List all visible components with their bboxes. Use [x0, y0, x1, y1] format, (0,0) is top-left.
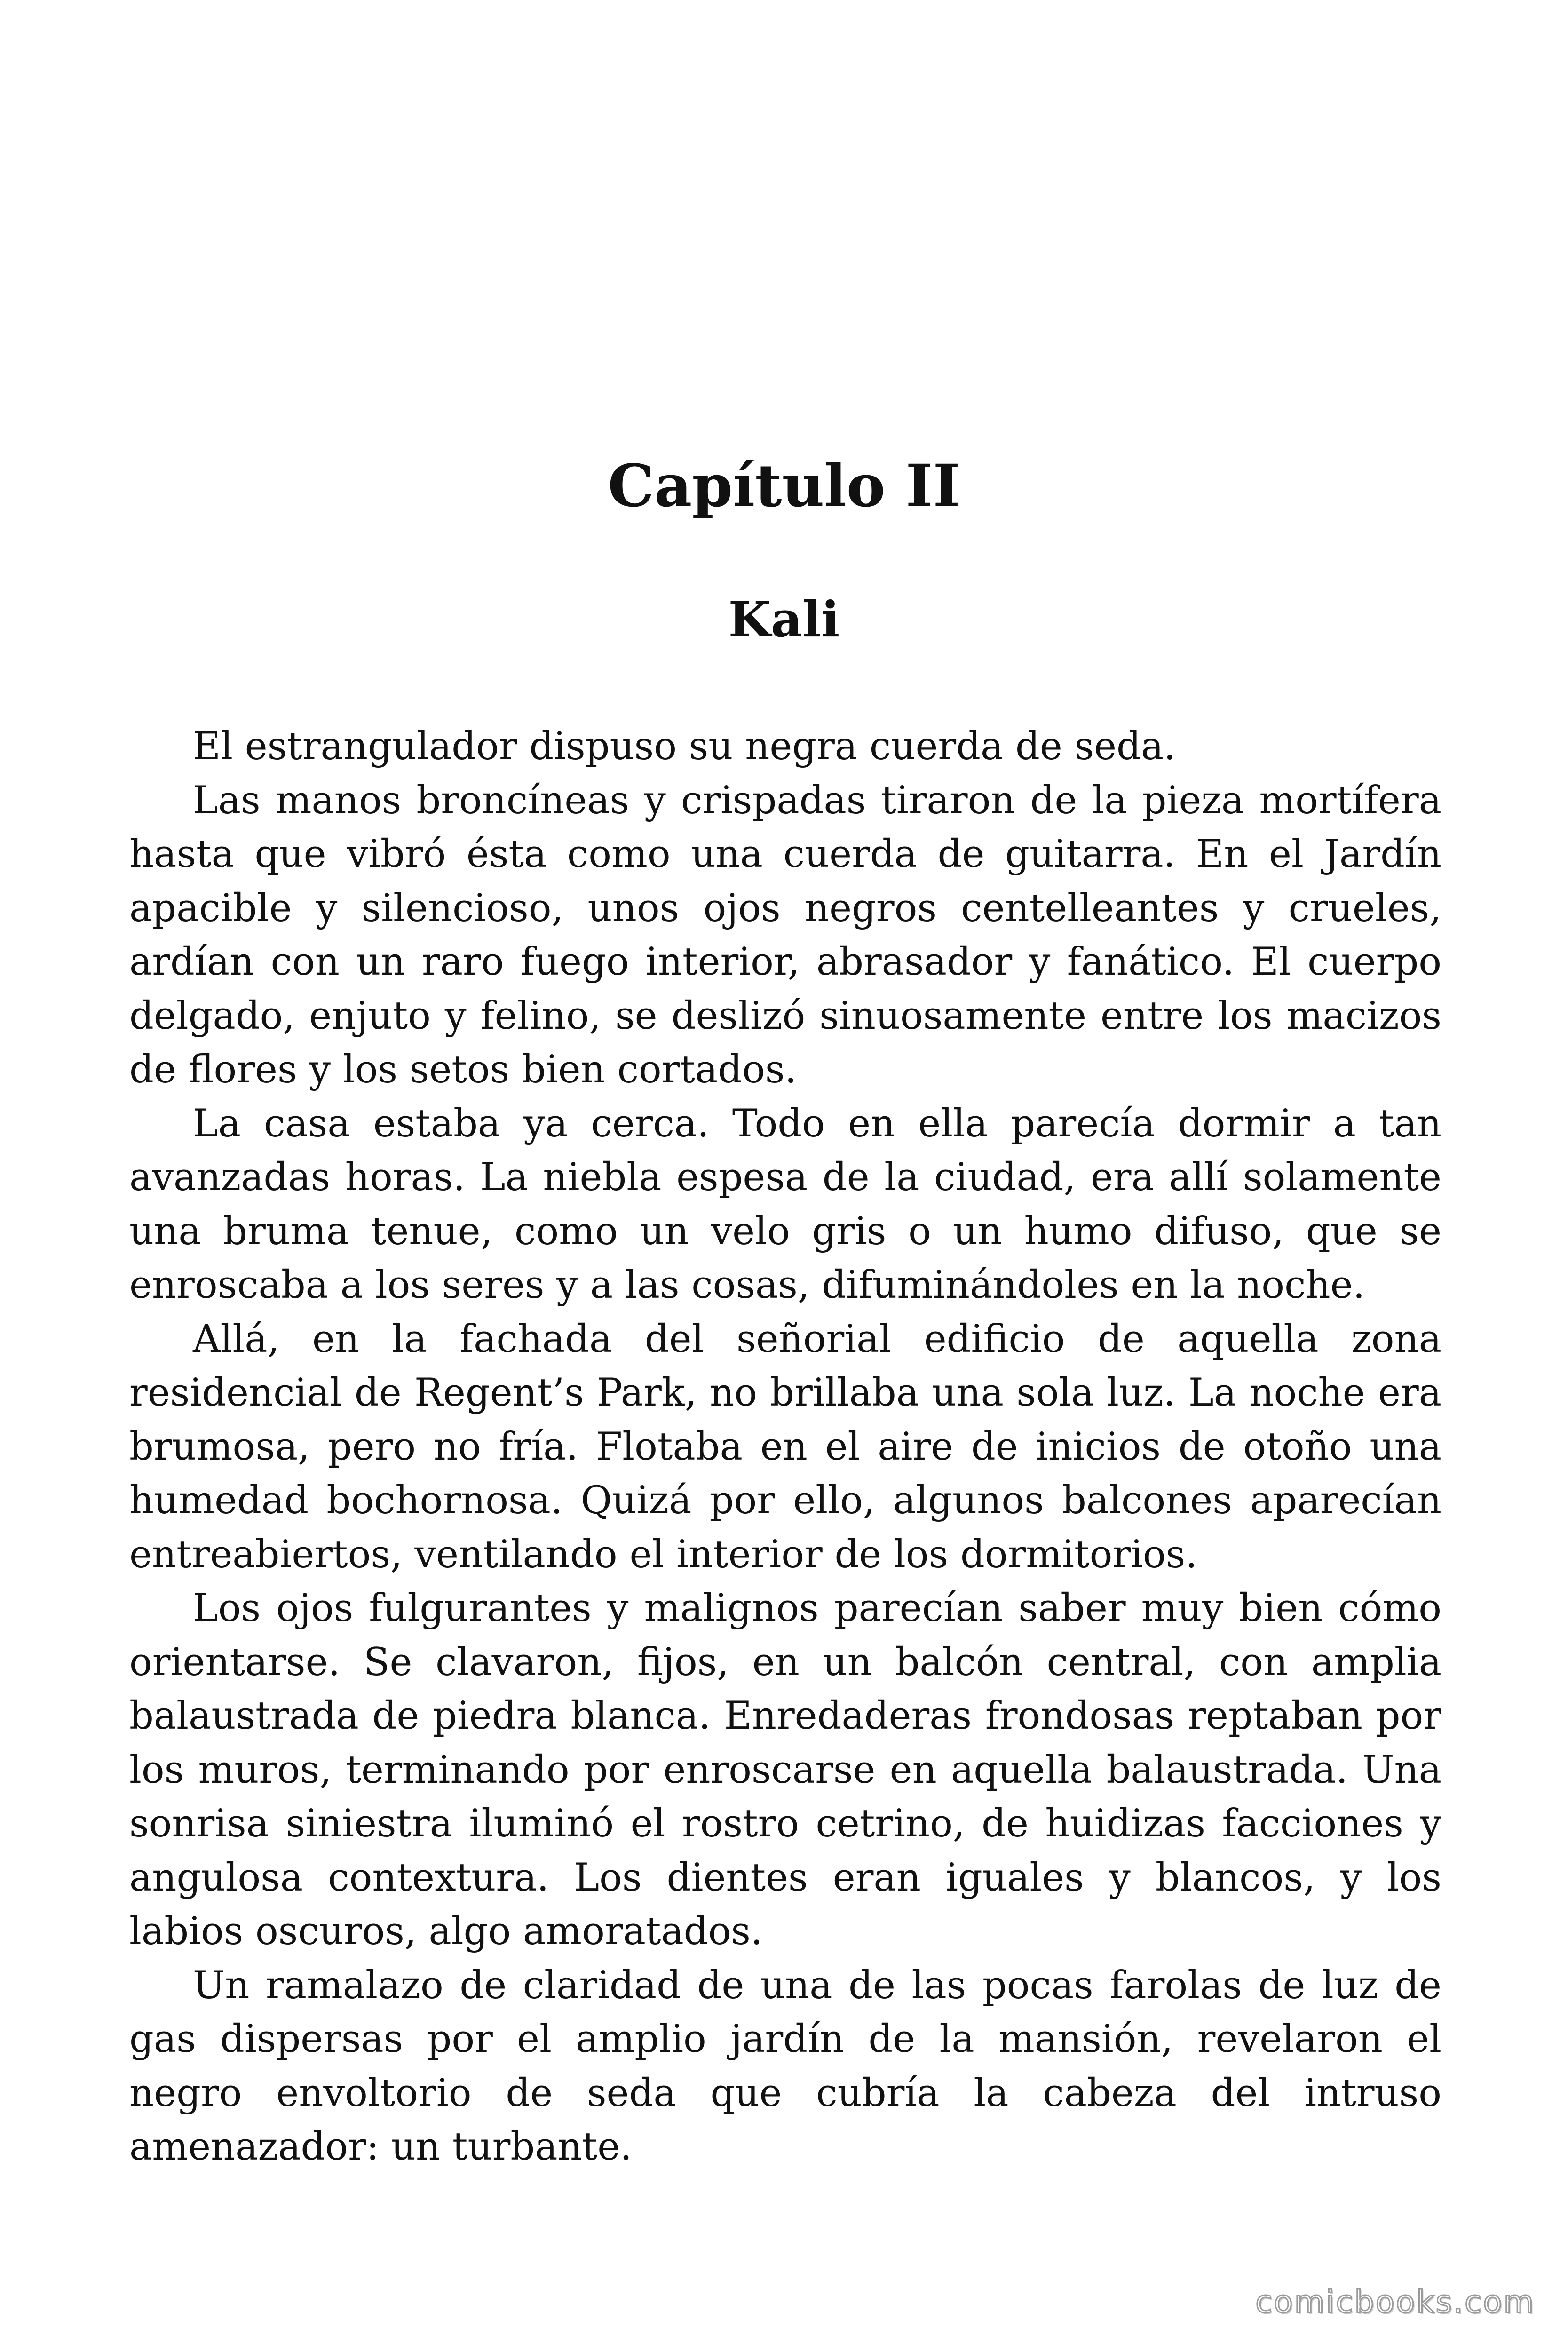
paragraph: Los ojos fulgurantes y malignos parecían saber muy bien cómo orientarse. Se clavaron, fijos, en un balcón central, con amplia balaustrada de piedra blanca. Enredaderas frondosas reptaban por los muros, terminando por enroscarse en aquella balaustrada. Una sonrisa siniestra iluminó el rostro cetrino, de huidizas facciones y angulosa contextura. Los dientes eran iguales y blancos, y los labios oscuros, algo amoratados. [129, 1586, 1441, 1954]
chapter-body [129, 720, 1441, 2174]
paragraph: La casa estaba ya cerca. Todo en ella parecía dormir a tan avanzadas horas. La niebla espesa de la ciudad, era allí solamente una bruma tenue, como un velo gris o un humo difuso, que se enroscaba a los seres y a las cosas, difuminándoles en la noche. [129, 1101, 1441, 1307]
chapter-title: Capítulo II [608, 452, 960, 520]
paragraph: Un ramalazo de claridad de una de las pocas farolas de luz de gas dispersas por el amplio jardín de la mansión, revelaron el negro envoltorio de seda que cubría la cabeza del intruso amenazador: un turbante. [129, 1963, 1441, 2169]
paragraph: El estrangulador dispuso su negra cuerda de seda. [193, 724, 1176, 769]
chapter-subtitle: Kali [728, 590, 840, 648]
watermark: comicbooks.com [1255, 2284, 1535, 2320]
paragraph: Las manos broncíneas y crispadas tiraron de la pieza mortífera hasta que vibró ésta como una cuerda de guitarra. En el Jardín apacible y silencioso, unos ojos negros centelleantes y crueles, ardían con un raro fuego interior, abrasador y fanático. El cuerpo delgado, enjuto y felino, se deslizó sinuosamente entre los macizos de flores y los setos bien cortados. [129, 778, 1441, 1092]
paragraph: Allá, en la fachada del señorial edificio de aquella zona residencial de Regent’s Park, no brillaba una sola luz. La noche era brumosa, pero no fría. Flotaba en el aire de inicios de otoño una humedad bochornosa. Quizá por ello, algunos balcones aparecían entreabiertos, ventilando el interior de los dormitorios. [129, 1317, 1441, 1577]
